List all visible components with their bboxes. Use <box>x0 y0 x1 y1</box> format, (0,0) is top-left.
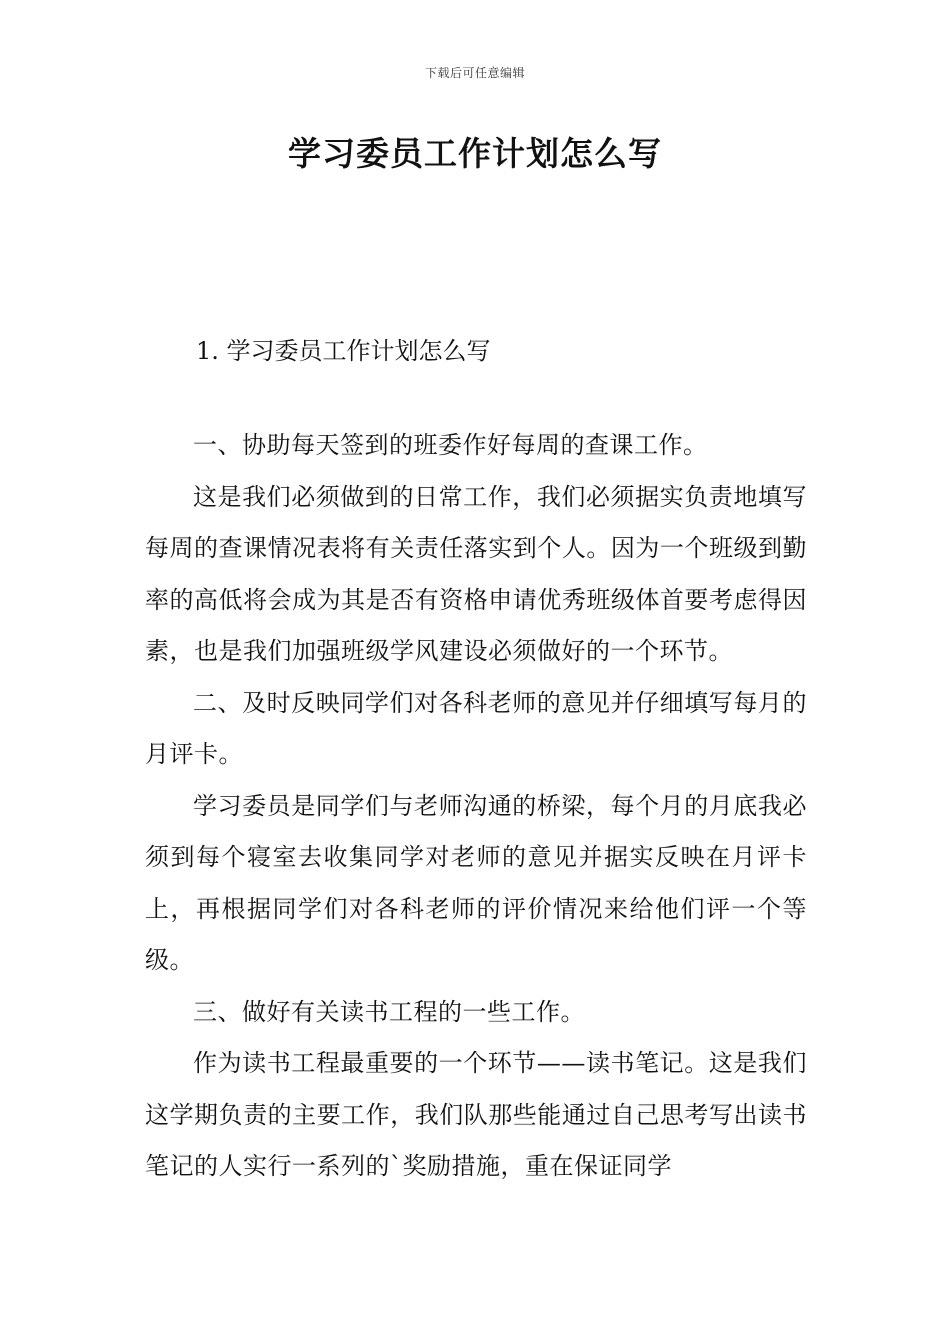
section-heading: 1. 学习委员工作计划怎么写 <box>196 337 491 365</box>
paragraph-item-2-heading: 二、及时反映同学们对各科老师的意见并仔细填写每月的月评卡。 <box>145 688 807 768</box>
paragraph-item-2-body: 学习委员是同学们与老师沟通的桥梁，每个月的月底我必须到每个寝室去收集同学对老师的意见并据实反映在月评卡上，再根据同学们对各科老师的评价情况来给他们评一个等级。 <box>145 791 807 974</box>
paragraph-item-3-body: 作为读书工程最重要的一个环节——读书笔记。这是我们这学期负责的主要工作，我们队那些能通过自己思考写出读书笔记的人实行一系列的`奖励措施，重在保证同学 <box>145 1049 807 1180</box>
header-note: 下载后可任意编辑 <box>424 66 525 80</box>
paragraph-item-3-heading: 三、做好有关读书工程的一些工作。 <box>193 997 585 1026</box>
paragraph-item-1-heading: 一、协助每天签到的班委作好每周的查课工作。 <box>193 431 708 459</box>
paragraph-item-1-body: 这是我们必须做到的日常工作，我们必须据实负责地填写每周的查课情况表将有关责任落实到个人。因为一个班级到勤率的高低将会成为其是否有资格申请优秀班级体首要考虑得因素，也是我们加强班级学风建设必须做好的一个环节。 <box>145 482 807 665</box>
document-body <box>145 420 807 1193</box>
document-title: 学习委员工作计划怎么写 <box>288 134 662 173</box>
